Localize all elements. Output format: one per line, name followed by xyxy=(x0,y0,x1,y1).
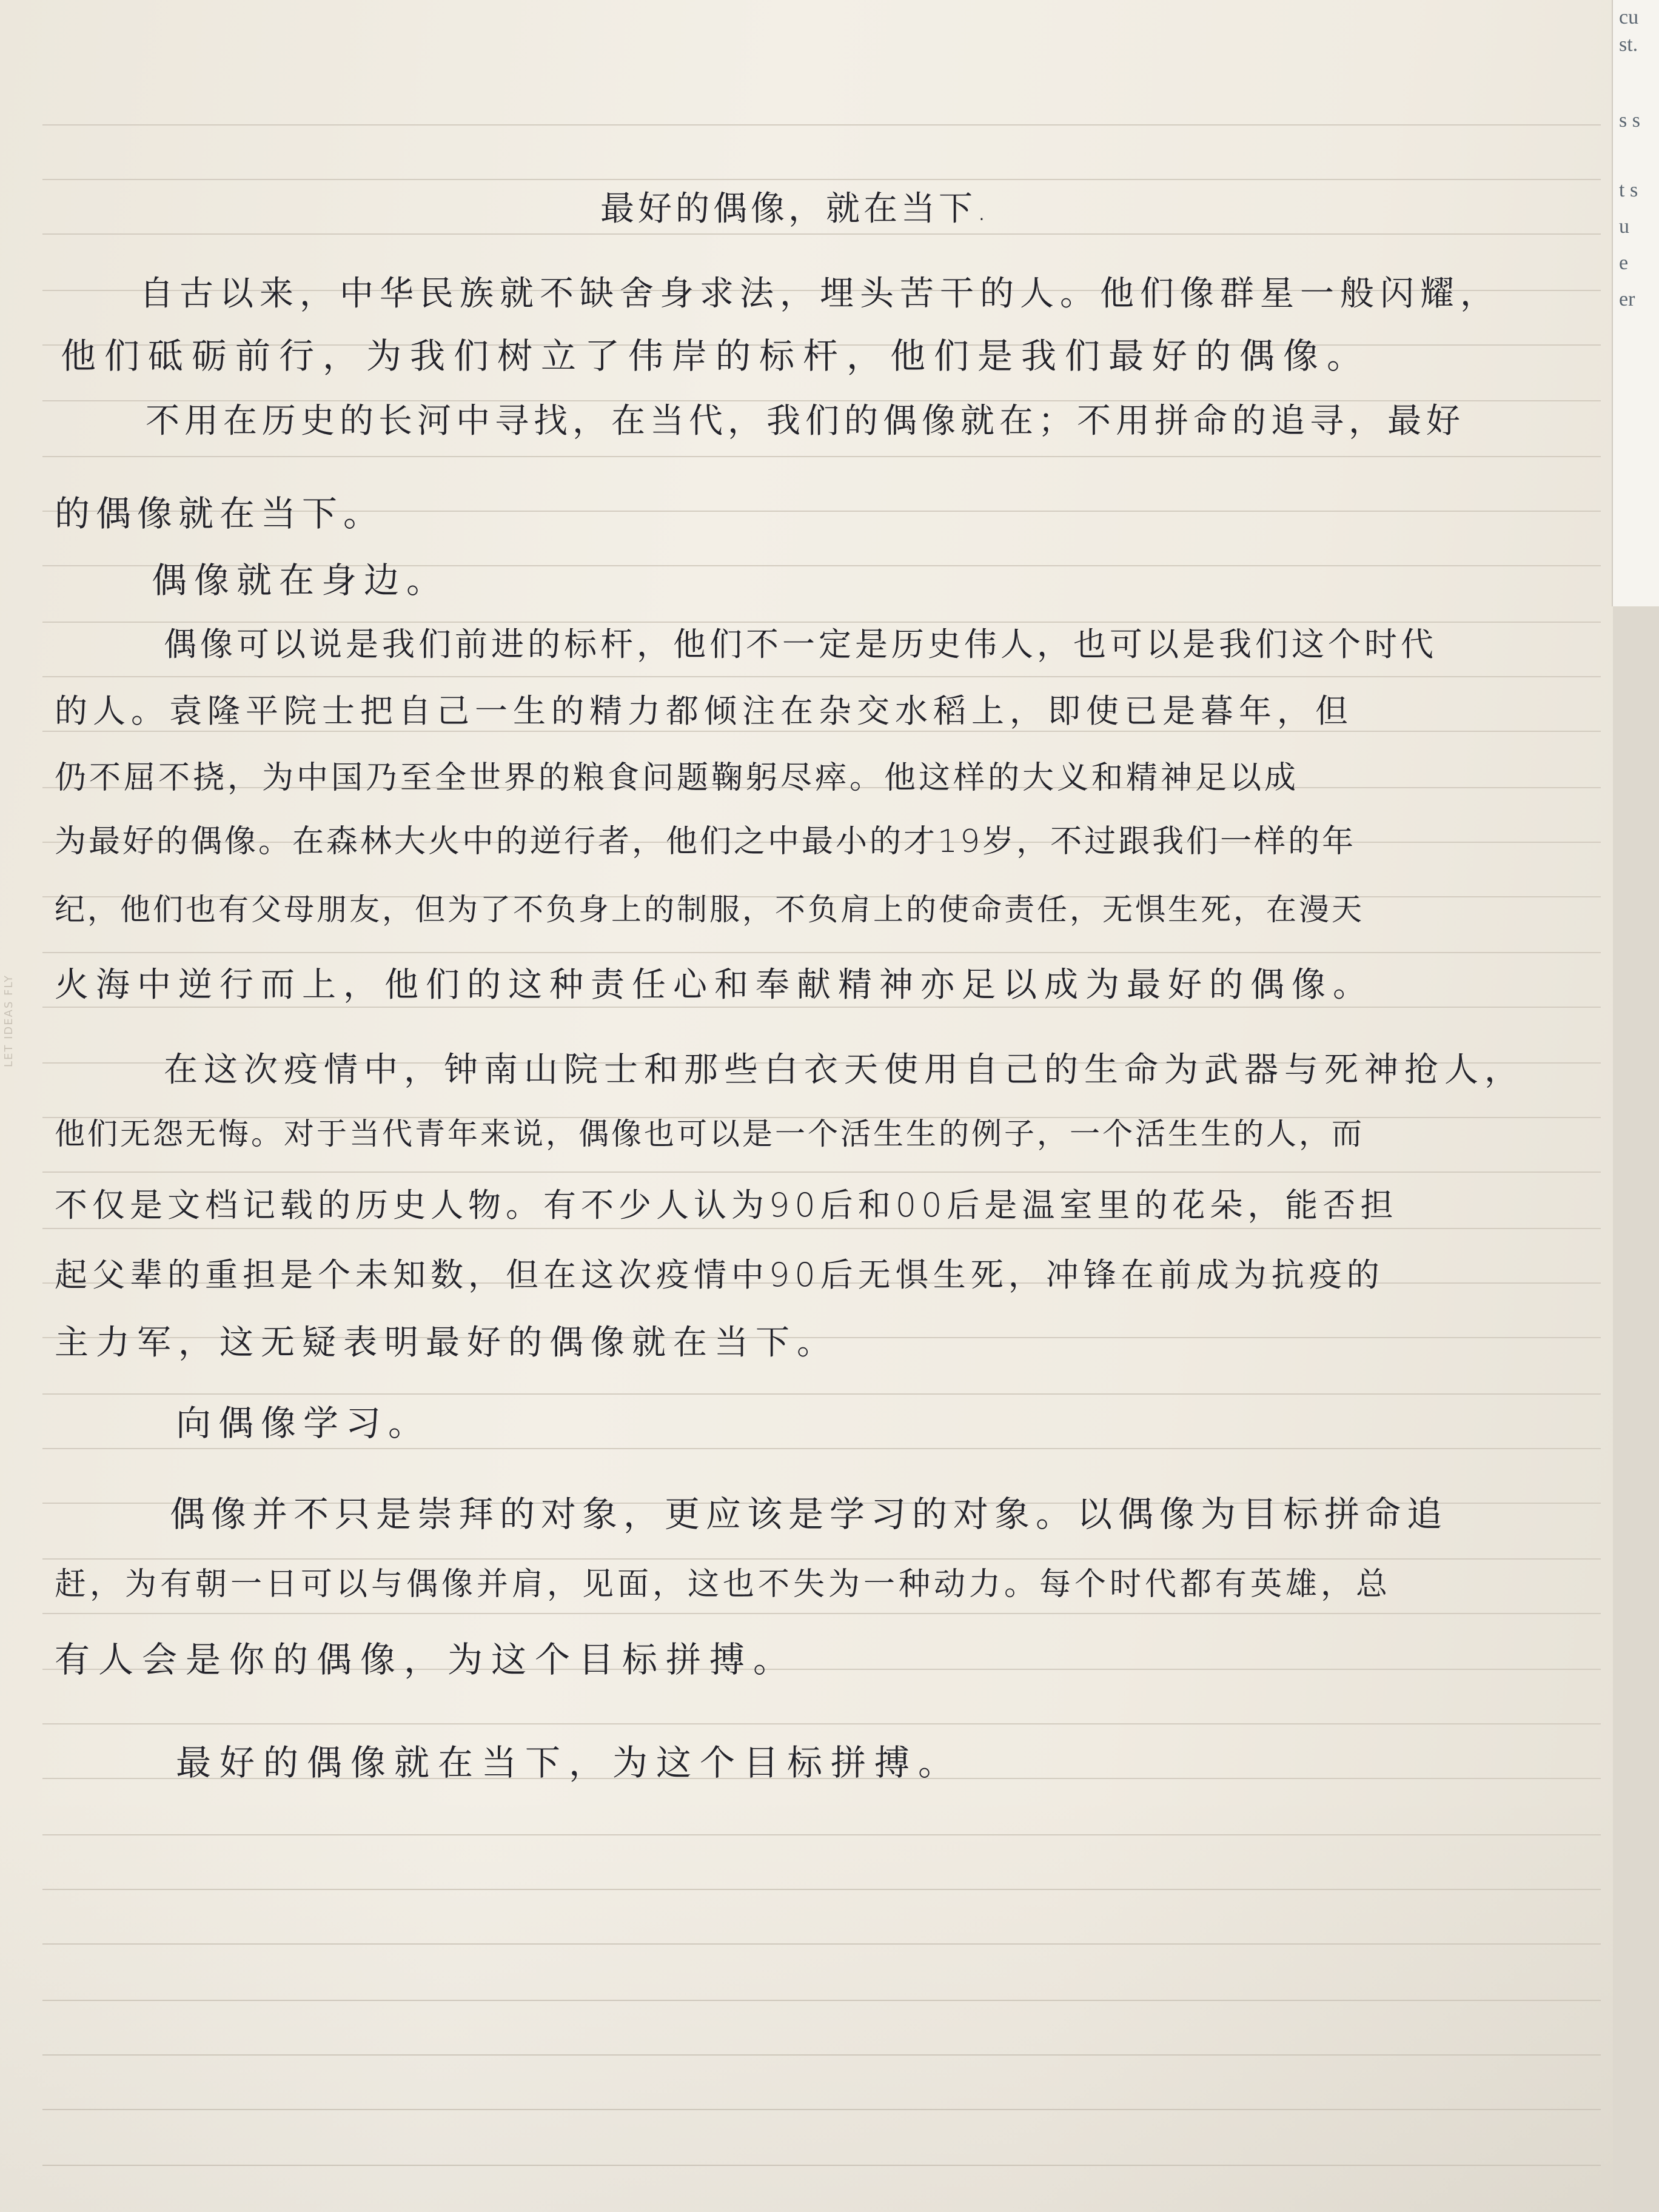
ruled-line xyxy=(42,1171,1601,1173)
essay-line: 不仅是文档记载的历史人物。有不少人认为90后和00后是温室里的花朵，能否担 xyxy=(55,1186,1398,1224)
essay-line: 主力军，这无疑表明最好的偶像就在当下。 xyxy=(55,1323,838,1362)
essay-title: 最好的偶像，就在当下. xyxy=(600,189,991,229)
ruled-line xyxy=(42,2165,1601,2166)
printed-fragment: t s xyxy=(1619,179,1638,201)
essay-line: 仍不屈不挠，为中国乃至全世界的粮食问题鞠躬尽瘁。他这样的大义和精神足以成 xyxy=(55,760,1299,796)
ruled-line xyxy=(42,2000,1601,2001)
essay-line: 自古以来，中华民族就不缺舍身求法，埋头苦干的人。他们像群星一般闪耀， xyxy=(139,274,1500,313)
essay-line: 有人会是你的偶像，为这个目标拼搏。 xyxy=(55,1639,797,1680)
ruled-line xyxy=(42,2109,1601,2110)
essay-line: 他们砥砺前行，为我们树立了伟岸的标杆，他们是我们最好的偶像。 xyxy=(61,335,1371,377)
essay-line: 向偶像学习。 xyxy=(176,1403,431,1444)
essay-line: 偶像就在身边。 xyxy=(152,560,449,601)
margin-brand-mark: LET IDEAS FLY xyxy=(2,974,15,1067)
essay-line: 最好的偶像就在当下，为这个目标拼搏。 xyxy=(176,1742,962,1783)
printed-fragment: st. xyxy=(1619,33,1638,56)
essay-line: 偶像并不只是崇拜的对象，更应该是学习的对象。以偶像为目标拼命追 xyxy=(170,1493,1449,1535)
ruled-line xyxy=(42,1889,1601,1890)
printed-fragment: e xyxy=(1619,252,1629,274)
ruled-line xyxy=(42,676,1601,677)
essay-line: 偶像可以说是我们前进的标杆，他们不一定是历史伟人，也可以是我们这个时代 xyxy=(164,625,1437,663)
printed-fragment: cu xyxy=(1619,6,1639,28)
ruled-line xyxy=(42,1007,1601,1008)
underlying-printed-page xyxy=(1612,0,1659,606)
ruled-line xyxy=(42,1723,1601,1724)
essay-line: 不用在历史的长河中寻找，在当代，我们的偶像就在；不用拼命的追寻，最好 xyxy=(146,401,1465,441)
essay-line: 的人。袁隆平院士把自己一生的精力都倾注在杂交水稻上，即使已是暮年，但 xyxy=(55,692,1353,730)
ruled-line xyxy=(42,456,1601,457)
essay-line: 起父辈的重担是个未知数，但在这次疫情中90后无惧生死，冲锋在前成为抗疫的 xyxy=(55,1256,1384,1294)
ruled-line xyxy=(42,952,1601,953)
essay-line: 纪，他们也有父母朋友，但为了不负身上的制服，不负肩上的使命责任，无惧生死，在漫天 xyxy=(55,892,1364,927)
printed-fragment: s s xyxy=(1619,109,1640,132)
printed-fragment: u xyxy=(1619,215,1629,238)
essay-line: 的偶像就在当下。 xyxy=(55,493,385,534)
printed-fragment: er xyxy=(1619,288,1635,310)
ruled-line xyxy=(42,1834,1601,1835)
essay-line: 为最好的偶像。在森林大火中的逆行者，他们之中最小的才19岁，不过跟我们一样的年 xyxy=(55,823,1356,860)
ruled-line xyxy=(42,1228,1601,1229)
essay-line: 火海中逆行而上，他们的这种责任心和奉献精神亦足以成为最好的偶像。 xyxy=(55,965,1374,1005)
essay-line: 他们无怨无悔。对于当代青年来说，偶像也可以是一个活生生的例子，一个活生生的人，而 xyxy=(55,1116,1364,1151)
ruled-line xyxy=(42,179,1601,180)
ruled-line xyxy=(42,1448,1601,1449)
ruled-line xyxy=(42,1613,1601,1614)
essay-line: 在这次疫情中，钟南山院士和那些白衣天使用自己的生命为武器与死神抢人， xyxy=(164,1050,1524,1090)
ruled-line xyxy=(42,2054,1601,2056)
ruled-line xyxy=(42,124,1601,126)
ruled-line xyxy=(42,1943,1601,1945)
essay-line: 赶，为有朝一日可以与偶像并肩，见面，这也不失为一种动力。每个时代都有英雄，总 xyxy=(55,1566,1392,1603)
ruled-line xyxy=(42,233,1601,235)
